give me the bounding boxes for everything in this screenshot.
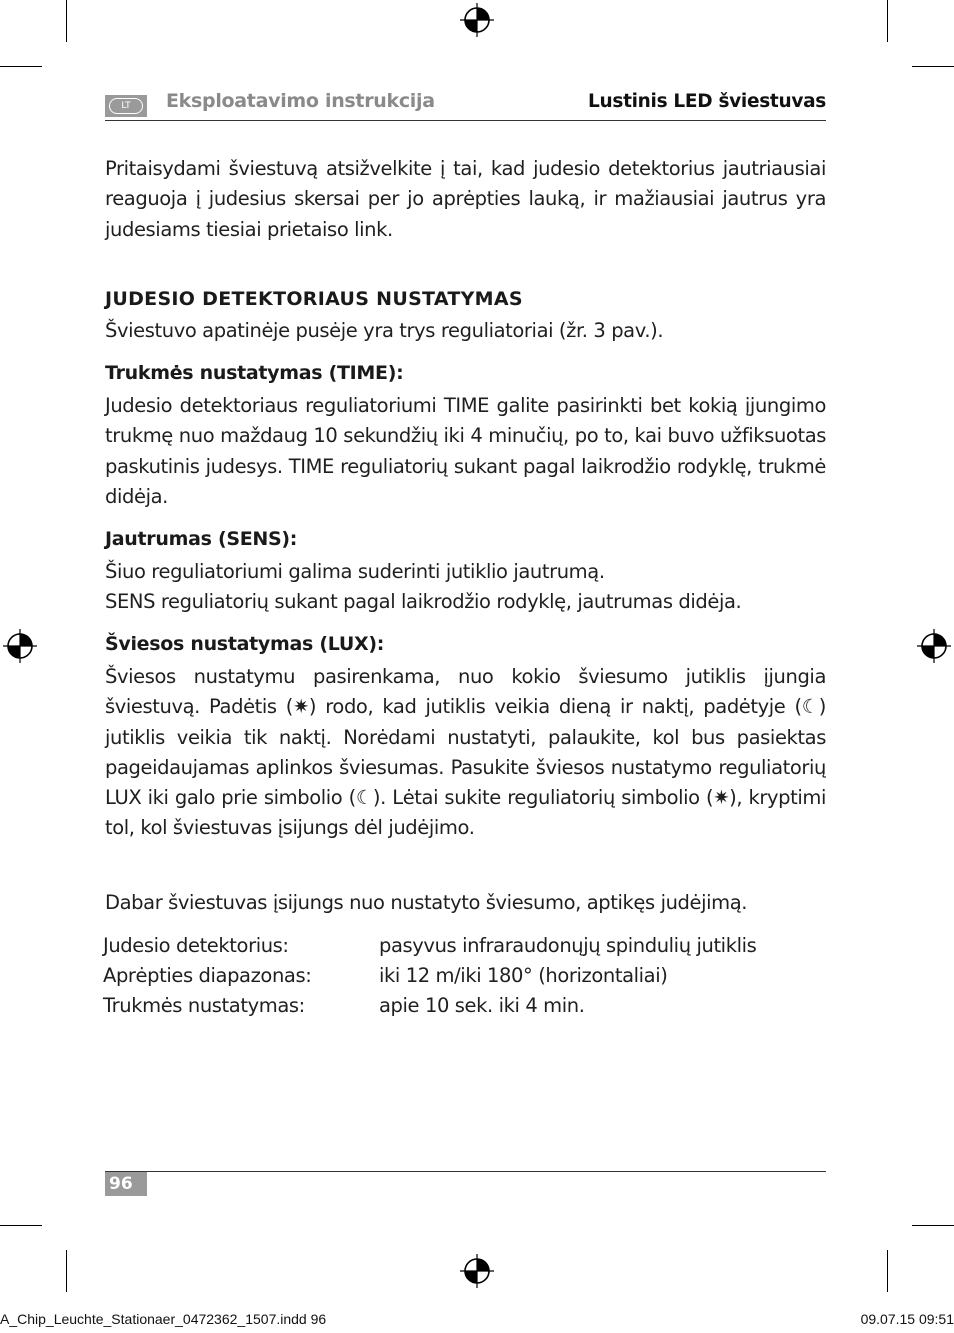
page-number: 96 <box>105 1172 147 1196</box>
spec-value: iki 12 m/iki 180° (horizontaliai) <box>379 964 668 987</box>
registration-mark-top-icon <box>460 3 494 37</box>
print-slug-file: A_Chip_Leuchte_Stationaer_0472362_1507.indd 96 <box>0 1311 327 1327</box>
sens-line-1: Šiuo reguliatoriumi galima suderinti jutiklio jautrumą. <box>105 560 605 583</box>
registration-mark-bottom-icon <box>460 1254 494 1288</box>
spec-label: Aprėpties diapazonas: <box>103 964 312 987</box>
spec-label: Judesio detektorius: <box>103 934 289 957</box>
spec-value: apie 10 sek. iki 4 min. <box>379 994 585 1017</box>
footer-divider <box>105 1171 826 1172</box>
crop-mark-top-left <box>66 0 67 42</box>
spec-row <box>103 964 833 994</box>
registration-mark-left-icon <box>3 629 37 663</box>
language-badge-label: LT <box>109 98 143 114</box>
spec-label: Trukmės nustatymas: <box>103 994 305 1017</box>
crop-mark-bottom-left <box>66 1250 67 1292</box>
header-product-title: Lustinis LED šviestuvas <box>588 91 826 112</box>
lux-heading: Šviesos nustatymas (LUX): <box>105 633 385 655</box>
time-heading: Trukmės nustatymas (TIME): <box>105 362 404 384</box>
spec-row <box>103 934 833 964</box>
section-lead: Šviestuvo apatinėje pusėje yra trys reguliatoriai (žr. 3 pav.). <box>105 319 664 342</box>
sens-heading: Jautrumas (SENS): <box>105 528 298 550</box>
crop-mark-right-top <box>912 66 954 67</box>
time-paragraph: Judesio detektoriaus reguliatoriumi TIME galite pasirinkti bet kokią įjungimo trukmę nuo maždaug 10 sekundžių iki 4 minučių, po to, kai buvo užfiksuotas paskutinis judesys. TIME reguliatorių sukant pagal laikrodžio rodyklę, trukmė didėja. <box>105 394 826 508</box>
header-manual-title: Eksploatavimo instrukcija <box>166 90 435 112</box>
crop-mark-left-bottom <box>0 1225 42 1226</box>
language-badge <box>105 95 147 117</box>
spec-row <box>103 994 833 1024</box>
spec-value: pasyvus infraraudonųjų spindulių jutiklis <box>379 934 757 957</box>
lux-paragraph: Šviesos nustatymu pasirenkama, nuo kokio šviesumo jutiklis įjungia šviestuvą. Padėtis (✷) rodo, kad jutiklis veikia dieną ir naktį, padėtyje (☾) jutiklis veikia tik naktį. Norėdami nustatyti, palaukite, kol bus pasiektas pageidaujamas aplinkos šviesumas. Pasukite šviesos nustatymo reguliatorių LUX iki galo prie simbolio (☾). Lėtai sukite reguliatorių simbolio (✷), kryptimi tol, kol šviestuvas įsijungs dėl judėjimo. <box>105 665 826 840</box>
summary-paragraph: Dabar šviestuvas įsijungs nuo nustatyto šviesumo, aptikęs judėjimą. <box>105 891 748 914</box>
sens-line-2: SENS reguliatorių sukant pagal laikrodžio rodyklę, jautrumas didėja. <box>105 590 742 613</box>
print-slug-date: 09.07.15 09:51 <box>860 1311 954 1327</box>
intro-paragraph: Pritaisydami šviestuvą atsižvelkite į tai, kad judesio detektorius jautriausiai reaguoja į judesius skersai per jo aprėpties lauką, ir mažiausiai jautrus yra judesiams tiesiai prietaiso link. <box>105 157 826 241</box>
crop-mark-top-right <box>887 0 888 42</box>
header-divider <box>105 120 826 121</box>
crop-mark-bottom-right <box>887 1250 888 1292</box>
crop-mark-right-bottom <box>912 1225 954 1226</box>
section-title: JUDESIO DETEKTORIAUS NUSTATYMAS <box>105 288 523 310</box>
registration-mark-right-icon <box>917 629 951 663</box>
crop-mark-left-top <box>0 66 42 67</box>
